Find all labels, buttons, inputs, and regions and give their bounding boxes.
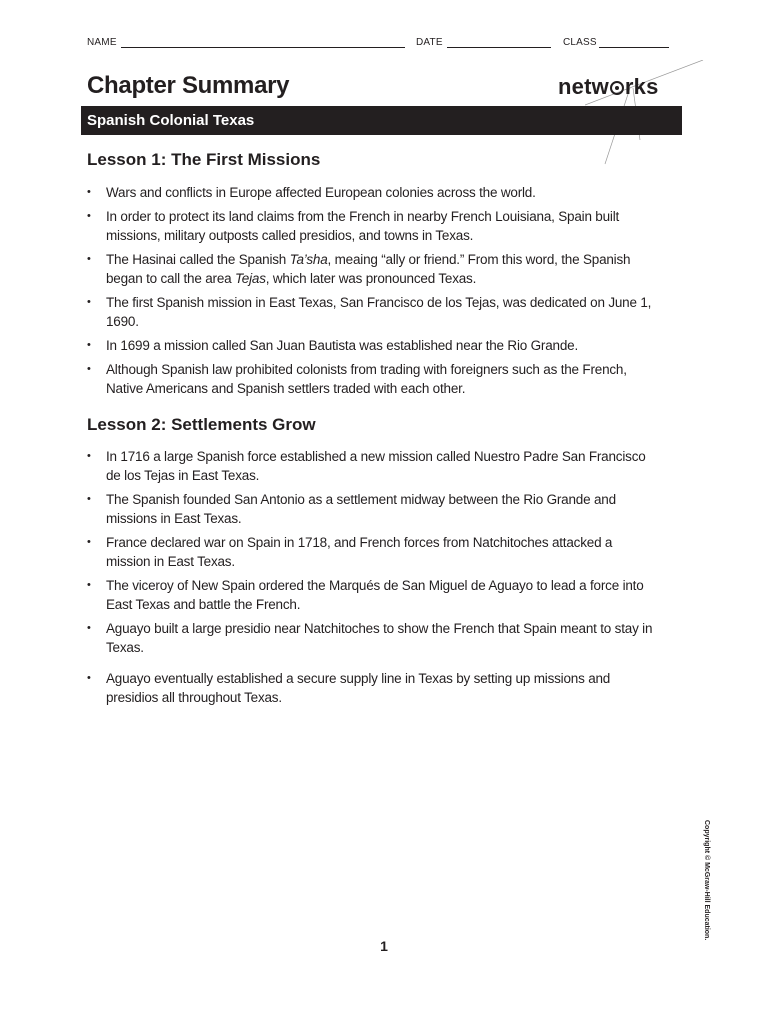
logo-text-start: netw bbox=[558, 74, 609, 99]
lesson2-bullets bbox=[87, 447, 657, 707]
list-item-text: , which later was pronounced Texas. bbox=[265, 271, 477, 286]
list-item-text: , meaing “ally or friend.” From this word, the Spanish began to call the area bbox=[106, 252, 631, 286]
list-item-text: The Hasinai called the Spanish bbox=[106, 252, 290, 267]
list-item: • Aguayo eventually established a secure supply line in Texas by setting up missions and presidios all throughout Texas. bbox=[87, 669, 657, 707]
lesson2-heading: Lesson 2: Settlements Grow bbox=[87, 415, 316, 434]
list-item: • The Spanish founded San Antonio as a settlement midway between the Rio Grande and missions in East Texas. bbox=[87, 490, 657, 528]
class-line bbox=[599, 47, 669, 48]
logo-text-end: rks bbox=[624, 74, 659, 99]
lesson1-bullets bbox=[87, 183, 657, 398]
date-label: DATE bbox=[416, 37, 443, 48]
copyright-text: Copyright © McGraw-Hill Education. bbox=[703, 820, 710, 941]
list-item: • Wars and conflicts in Europe affected European colonies across the world. bbox=[87, 183, 657, 202]
page-number: 1 bbox=[380, 938, 388, 954]
list-item-term: Tejas bbox=[235, 271, 266, 286]
name-line bbox=[121, 47, 405, 48]
header-fields bbox=[87, 37, 669, 51]
list-item: • In order to protect its land claims from the French in nearby French Louisiana, Spain built missions, military outposts called presidios, and towns in Texas. bbox=[87, 207, 657, 245]
lesson1-heading: Lesson 1: The First Missions bbox=[87, 150, 321, 169]
class-label: CLASS bbox=[563, 37, 597, 48]
list-item bbox=[87, 250, 657, 288]
chapter-title: Chapter Summary bbox=[87, 72, 290, 99]
date-line bbox=[447, 47, 551, 48]
logo-o-icon bbox=[610, 81, 624, 95]
list-item: • In 1699 a mission called San Juan Bautista was established near the Rio Grande. bbox=[87, 336, 657, 355]
list-item: • Although Spanish law prohibited colonists from trading with foreigners such as the French, Native Americans and Spanish settlers traded with each other. bbox=[87, 360, 657, 398]
list-item: • The viceroy of New Spain ordered the Marqués de San Miguel de Aguayo to lead a force into East Texas and battle the French. bbox=[87, 576, 657, 614]
list-item: • The first Spanish mission in East Texas, San Francisco de los Tejas, was dedicated on June 1, 1690. bbox=[87, 293, 657, 331]
chapter-title-bar: Spanish Colonial Texas bbox=[81, 106, 682, 135]
list-item: • France declared war on Spain in 1718, and French forces from Natchitoches attacked a mission in East Texas. bbox=[87, 533, 657, 571]
list-item: • In 1716 a large Spanish force established a new mission called Nuestro Padre San Francisco de los Tejas in East Texas. bbox=[87, 447, 657, 485]
networks-logo bbox=[558, 74, 659, 100]
list-item-term: Ta’sha bbox=[289, 252, 328, 267]
list-item: • Aguayo built a large presidio near Natchitoches to show the French that Spain meant to stay in Texas. bbox=[87, 619, 657, 657]
copyright-notice bbox=[700, 820, 716, 960]
name-label: NAME bbox=[87, 37, 117, 48]
